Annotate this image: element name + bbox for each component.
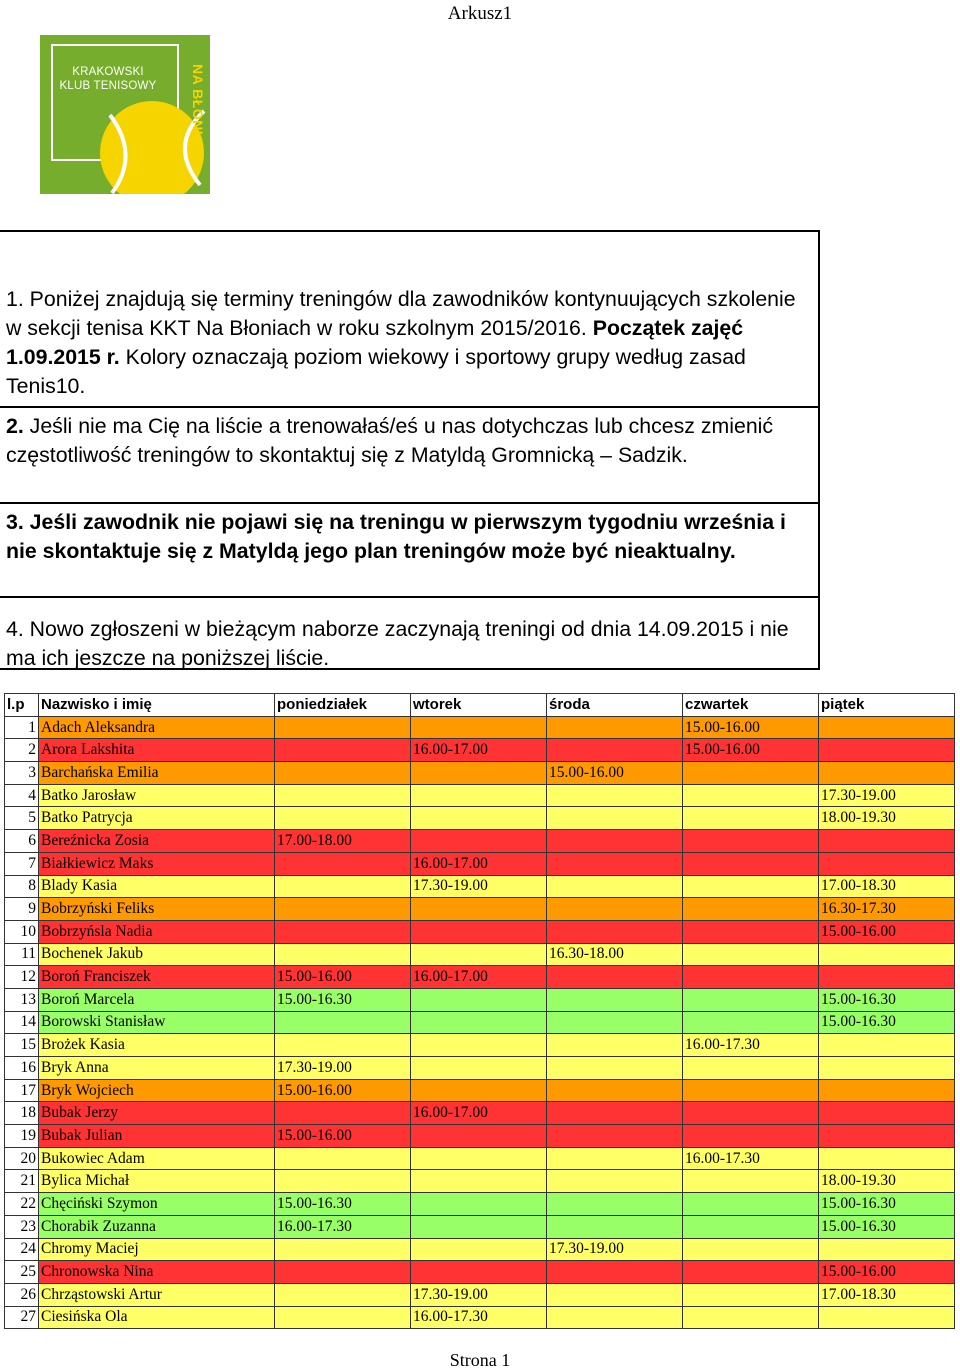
cell-tuesday xyxy=(411,1215,547,1238)
cell-lp: 1 xyxy=(5,716,39,739)
cell-name: Bryk Wojciech xyxy=(39,1079,275,1102)
cell-tuesday xyxy=(411,943,547,966)
cell-tuesday xyxy=(411,716,547,739)
cell-lp: 5 xyxy=(5,807,39,830)
cell-monday xyxy=(275,1170,411,1193)
cell-tuesday: 16.00-17.30 xyxy=(411,1306,547,1329)
cell-wednesday xyxy=(547,1147,683,1170)
cell-monday xyxy=(275,1306,411,1329)
cell-friday xyxy=(819,1306,955,1329)
cell-lp: 2 xyxy=(5,739,39,762)
cell-friday: 15.00-16.30 xyxy=(819,1193,955,1216)
table-row xyxy=(5,1079,955,1102)
cell-friday: 17.00-18.30 xyxy=(819,1283,955,1306)
cell-wednesday xyxy=(547,988,683,1011)
table-row xyxy=(5,898,955,921)
column-header-friday: piątek xyxy=(819,694,955,717)
cell-tuesday xyxy=(411,1193,547,1216)
table-row xyxy=(5,966,955,989)
cell-wednesday xyxy=(547,1170,683,1193)
cell-lp: 19 xyxy=(5,1125,39,1148)
info-p1-text: 1. Poniżej znajdują się terminy treningów dla zawodników kontynuujących szkolenie w sekcji tenisa KKT Na Błoniach w roku szkolnym 2015/2016. xyxy=(6,287,796,340)
cell-wednesday: 16.30-18.00 xyxy=(547,943,683,966)
info-p1-text-2: Kolory oznaczają poziom wiekowy i sportowy grupy według zasad Tenis10. xyxy=(6,345,746,398)
table-row xyxy=(5,1102,955,1125)
cell-friday xyxy=(819,966,955,989)
cell-tuesday: 17.30-19.00 xyxy=(411,1283,547,1306)
info-paragraph-4: 4. Nowo zgłoszeni w bieżącym naborze zaczynają treningi od dnia 14.09.2015 i nie ma ich jeszcze na poniższej liście. xyxy=(6,617,789,670)
page-footer: Strona 1 xyxy=(449,1350,511,1370)
cell-wednesday xyxy=(547,898,683,921)
cell-wednesday xyxy=(547,1102,683,1125)
logo-text-line1: KRAKOWSKI xyxy=(72,66,144,78)
table-row xyxy=(5,920,955,943)
cell-thursday xyxy=(683,1125,819,1148)
cell-lp: 16 xyxy=(5,1057,39,1080)
cell-lp: 11 xyxy=(5,943,39,966)
cell-lp: 7 xyxy=(5,852,39,875)
cell-thursday xyxy=(683,1057,819,1080)
cell-monday xyxy=(275,875,411,898)
cell-name: Bobrzyńsla Nadia xyxy=(39,920,275,943)
table-row xyxy=(5,1283,955,1306)
cell-thursday xyxy=(683,1283,819,1306)
cell-wednesday xyxy=(547,1034,683,1057)
cell-name: Bobrzyński Feliks xyxy=(39,898,275,921)
cell-tuesday xyxy=(411,1147,547,1170)
logo-vertical-text: NA BŁONIACH xyxy=(190,63,206,167)
cell-monday: 15.00-16.30 xyxy=(275,1193,411,1216)
cell-thursday xyxy=(683,1238,819,1261)
cell-name: Chorabik Zuzanna xyxy=(39,1215,275,1238)
cell-thursday xyxy=(683,1193,819,1216)
cell-monday xyxy=(275,784,411,807)
cell-monday xyxy=(275,852,411,875)
table-row xyxy=(5,762,955,785)
cell-wednesday xyxy=(547,1283,683,1306)
cell-thursday xyxy=(683,852,819,875)
cell-name: Chronowska Nina xyxy=(39,1261,275,1284)
cell-name: Bylica Michał xyxy=(39,1170,275,1193)
cell-name: Blady Kasia xyxy=(39,875,275,898)
cell-lp: 27 xyxy=(5,1306,39,1329)
cell-lp: 8 xyxy=(5,875,39,898)
cell-lp: 14 xyxy=(5,1011,39,1034)
cell-wednesday: 15.00-16.00 xyxy=(547,762,683,785)
cell-monday: 16.00-17.30 xyxy=(275,1215,411,1238)
cell-name: Boroń Marcela xyxy=(39,988,275,1011)
cell-lp: 24 xyxy=(5,1238,39,1261)
cell-thursday xyxy=(683,920,819,943)
cell-friday xyxy=(819,1125,955,1148)
cell-tuesday: 17.30-19.00 xyxy=(411,875,547,898)
column-header-tuesday: wtorek xyxy=(411,694,547,717)
table-row xyxy=(5,739,955,762)
cell-monday xyxy=(275,739,411,762)
column-header-name: Nazwisko i imię xyxy=(39,694,275,717)
cell-friday: 17.30-19.00 xyxy=(819,784,955,807)
divider xyxy=(0,406,820,408)
cell-name: Bochenek Jakub xyxy=(39,943,275,966)
cell-wednesday xyxy=(547,1215,683,1238)
cell-friday: 18.00-19.30 xyxy=(819,1170,955,1193)
cell-name: Batko Patrycja xyxy=(39,807,275,830)
cell-thursday xyxy=(683,1170,819,1193)
cell-monday xyxy=(275,898,411,921)
cell-thursday xyxy=(683,1079,819,1102)
cell-wednesday xyxy=(547,1011,683,1034)
cell-thursday xyxy=(683,762,819,785)
club-logo xyxy=(40,35,210,194)
cell-lp: 18 xyxy=(5,1102,39,1125)
cell-thursday xyxy=(683,875,819,898)
cell-lp: 10 xyxy=(5,920,39,943)
cell-monday xyxy=(275,920,411,943)
cell-tuesday xyxy=(411,1034,547,1057)
cell-wednesday xyxy=(547,807,683,830)
cell-monday xyxy=(275,716,411,739)
table-row xyxy=(5,716,955,739)
info-p2-number: 2. xyxy=(6,414,24,438)
column-header-wednesday: środa xyxy=(547,694,683,717)
table-header-row xyxy=(5,694,955,717)
cell-thursday xyxy=(683,988,819,1011)
cell-thursday: 15.00-16.00 xyxy=(683,739,819,762)
cell-wednesday: 17.30-19.00 xyxy=(547,1238,683,1261)
cell-friday xyxy=(819,1034,955,1057)
cell-name: Boroń Franciszek xyxy=(39,966,275,989)
table-row xyxy=(5,988,955,1011)
cell-monday xyxy=(275,762,411,785)
cell-lp: 25 xyxy=(5,1261,39,1284)
cell-friday: 15.00-16.30 xyxy=(819,1215,955,1238)
cell-name: Białkiewicz Maks xyxy=(39,852,275,875)
cell-tuesday xyxy=(411,784,547,807)
cell-lp: 20 xyxy=(5,1147,39,1170)
cell-tuesday xyxy=(411,1170,547,1193)
cell-name: Borowski Stanisław xyxy=(39,1011,275,1034)
table-row xyxy=(5,1057,955,1080)
cell-friday xyxy=(819,1057,955,1080)
cell-tuesday xyxy=(411,1125,547,1148)
cell-thursday: 16.00-17.30 xyxy=(683,1034,819,1057)
cell-thursday xyxy=(683,784,819,807)
cell-monday xyxy=(275,1283,411,1306)
cell-friday xyxy=(819,943,955,966)
table-row xyxy=(5,1215,955,1238)
cell-lp: 22 xyxy=(5,1193,39,1216)
cell-lp: 12 xyxy=(5,966,39,989)
table-row xyxy=(5,830,955,853)
cell-monday: 15.00-16.30 xyxy=(275,988,411,1011)
cell-friday xyxy=(819,1238,955,1261)
cell-wednesday xyxy=(547,1193,683,1216)
info-paragraph-3: 3. Jeśli zawodnik nie pojawi się na treningu w pierwszym tygodniu września i nie skontaktuje się z Matyldą jego plan treningów może być nieaktualny. xyxy=(6,510,786,563)
cell-friday: 15.00-16.00 xyxy=(819,920,955,943)
cell-thursday xyxy=(683,898,819,921)
table-row xyxy=(5,1147,955,1170)
cell-lp: 4 xyxy=(5,784,39,807)
table-row xyxy=(5,875,955,898)
cell-wednesday xyxy=(547,1261,683,1284)
cell-tuesday xyxy=(411,1079,547,1102)
divider xyxy=(0,596,820,598)
cell-name: Ciesińska Ola xyxy=(39,1306,275,1329)
table-row xyxy=(5,1238,955,1261)
cell-monday: 15.00-16.00 xyxy=(275,966,411,989)
cell-wednesday xyxy=(547,966,683,989)
table-row xyxy=(5,1193,955,1216)
cell-tuesday xyxy=(411,807,547,830)
cell-monday: 17.30-19.00 xyxy=(275,1057,411,1080)
cell-tuesday xyxy=(411,1011,547,1034)
cell-wednesday xyxy=(547,830,683,853)
cell-thursday: 16.00-17.30 xyxy=(683,1147,819,1170)
cell-tuesday: 16.00-17.00 xyxy=(411,739,547,762)
cell-lp: 17 xyxy=(5,1079,39,1102)
cell-monday: 15.00-16.00 xyxy=(275,1125,411,1148)
table-row xyxy=(5,1170,955,1193)
cell-monday xyxy=(275,1261,411,1284)
cell-wednesday xyxy=(547,1057,683,1080)
cell-name: Bereźnicka Zosia xyxy=(39,830,275,853)
info-paragraph-1 xyxy=(6,285,812,401)
cell-lp: 3 xyxy=(5,762,39,785)
cell-name: Batko Jarosław xyxy=(39,784,275,807)
cell-monday xyxy=(275,1011,411,1034)
sheet-title: Arkusz1 xyxy=(447,3,513,24)
cell-name: Arora Lakshita xyxy=(39,739,275,762)
cell-thursday xyxy=(683,830,819,853)
cell-name: Chęciński Szymon xyxy=(39,1193,275,1216)
column-header-thursday: czwartek xyxy=(683,694,819,717)
info-box xyxy=(0,230,820,670)
info-paragraph-2 xyxy=(6,412,812,470)
cell-monday xyxy=(275,1238,411,1261)
cell-wednesday xyxy=(547,1125,683,1148)
cell-thursday: 15.00-16.00 xyxy=(683,716,819,739)
cell-tuesday xyxy=(411,898,547,921)
cell-friday xyxy=(819,1079,955,1102)
table-row xyxy=(5,1034,955,1057)
cell-name: Bubak Jerzy xyxy=(39,1102,275,1125)
cell-tuesday xyxy=(411,762,547,785)
cell-lp: 6 xyxy=(5,830,39,853)
cell-tuesday: 16.00-17.00 xyxy=(411,852,547,875)
cell-name: Bubak Julian xyxy=(39,1125,275,1148)
cell-tuesday: 16.00-17.00 xyxy=(411,1102,547,1125)
cell-friday xyxy=(819,739,955,762)
column-header-monday: poniedziałek xyxy=(275,694,411,717)
divider xyxy=(0,502,820,504)
cell-friday xyxy=(819,1147,955,1170)
cell-tuesday: 16.00-17.00 xyxy=(411,966,547,989)
schedule-table xyxy=(4,693,955,1329)
cell-lp: 26 xyxy=(5,1283,39,1306)
cell-thursday xyxy=(683,1011,819,1034)
cell-monday: 17.00-18.00 xyxy=(275,830,411,853)
cell-monday xyxy=(275,943,411,966)
cell-lp: 21 xyxy=(5,1170,39,1193)
cell-thursday xyxy=(683,943,819,966)
cell-wednesday xyxy=(547,1306,683,1329)
info-p2-text: Jeśli nie ma Cię na liście a trenowałaś/eś u nas dotychczas lub chcesz zmienić częstotliwość treningów to skontaktuj się z Matyldą Gromnicką – Sadzik. xyxy=(6,414,774,467)
logo-text-line2: KLUB TENISOWY xyxy=(59,80,157,92)
cell-lp: 13 xyxy=(5,988,39,1011)
table-row xyxy=(5,1011,955,1034)
cell-name: Brożek Kasia xyxy=(39,1034,275,1057)
cell-friday xyxy=(819,830,955,853)
cell-wednesday xyxy=(547,739,683,762)
cell-friday xyxy=(819,852,955,875)
cell-friday: 16.30-17.30 xyxy=(819,898,955,921)
cell-thursday xyxy=(683,1215,819,1238)
cell-lp: 15 xyxy=(5,1034,39,1057)
cell-name: Chrząstowski Artur xyxy=(39,1283,275,1306)
cell-monday: 15.00-16.00 xyxy=(275,1079,411,1102)
table-row xyxy=(5,807,955,830)
cell-thursday xyxy=(683,807,819,830)
column-header-lp: l.p xyxy=(5,694,39,717)
cell-tuesday xyxy=(411,988,547,1011)
table-row xyxy=(5,943,955,966)
table-row xyxy=(5,1125,955,1148)
cell-wednesday xyxy=(547,852,683,875)
info-p1-start-date: Początek zajęć 1.09.2015 r. xyxy=(6,316,744,369)
cell-tuesday xyxy=(411,1057,547,1080)
cell-wednesday xyxy=(547,920,683,943)
cell-name: Bryk Anna xyxy=(39,1057,275,1080)
cell-friday: 18.00-19.30 xyxy=(819,807,955,830)
cell-friday: 17.00-18.30 xyxy=(819,875,955,898)
cell-name: Chromy Maciej xyxy=(39,1238,275,1261)
cell-thursday xyxy=(683,966,819,989)
cell-friday: 15.00-16.30 xyxy=(819,988,955,1011)
cell-thursday xyxy=(683,1306,819,1329)
cell-tuesday xyxy=(411,920,547,943)
cell-name: Adach Aleksandra xyxy=(39,716,275,739)
cell-thursday xyxy=(683,1102,819,1125)
cell-wednesday xyxy=(547,875,683,898)
cell-friday xyxy=(819,762,955,785)
cell-wednesday xyxy=(547,784,683,807)
table-row xyxy=(5,1261,955,1284)
cell-name: Barchańska Emilia xyxy=(39,762,275,785)
cell-monday xyxy=(275,1034,411,1057)
cell-name: Bukowiec Adam xyxy=(39,1147,275,1170)
cell-wednesday xyxy=(547,716,683,739)
cell-monday xyxy=(275,807,411,830)
cell-tuesday xyxy=(411,1238,547,1261)
cell-friday: 15.00-16.30 xyxy=(819,1011,955,1034)
table-row xyxy=(5,1306,955,1329)
cell-lp: 23 xyxy=(5,1215,39,1238)
cell-lp: 9 xyxy=(5,898,39,921)
cell-tuesday xyxy=(411,1261,547,1284)
cell-friday xyxy=(819,1102,955,1125)
cell-wednesday xyxy=(547,1079,683,1102)
cell-friday: 15.00-16.00 xyxy=(819,1261,955,1284)
table-row xyxy=(5,784,955,807)
cell-monday xyxy=(275,1102,411,1125)
cell-friday xyxy=(819,716,955,739)
cell-thursday xyxy=(683,1261,819,1284)
cell-monday xyxy=(275,1147,411,1170)
table-row xyxy=(5,852,955,875)
cell-tuesday xyxy=(411,830,547,853)
